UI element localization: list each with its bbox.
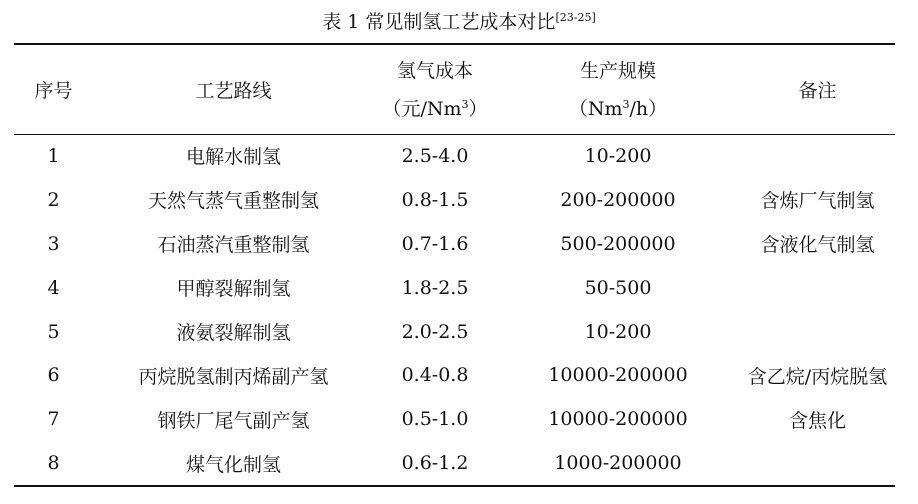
cell-note: 含液化气制氢 [760, 234, 875, 257]
caption-text: 表 1 常见制氢工艺成本对比 [322, 11, 556, 33]
cell-no: 2 [47, 188, 60, 211]
cell-scale: 10000-200000 [548, 408, 688, 431]
cell-scale: 200-200000 [560, 188, 676, 211]
table-row [14, 178, 895, 222]
header-cost-title: 氢气成本 [396, 59, 473, 82]
cell-cost: 0.7-1.6 [401, 232, 469, 255]
cell-no: 8 [47, 452, 60, 475]
cell-cost: 0.5-1.0 [401, 408, 469, 431]
header-scale-unit-post: /h） [629, 97, 668, 120]
cell-process: 石油蒸汽重整制氢 [157, 234, 310, 257]
cell-process: 液氨裂解制氢 [176, 322, 291, 344]
cell-no: 1 [47, 144, 60, 167]
cell-note [740, 266, 895, 310]
cell-cost: 2.5-4.0 [401, 144, 469, 167]
cell-no: 6 [47, 364, 60, 387]
cell-scale: 1000-200000 [554, 452, 682, 475]
cell-scale: 500-200000 [560, 232, 676, 255]
header-scale-unit-pre: （Nm [568, 97, 623, 120]
table-header [14, 45, 895, 134]
cell-note: 含乙烷/丙烷脱氢 [747, 365, 888, 388]
cell-process: 煤气化制氢 [185, 453, 281, 476]
header-cost-unit-pre: （元/Nm [382, 97, 462, 120]
cell-note [740, 310, 895, 354]
cell-scale: 10000-200000 [548, 364, 688, 387]
cell-process: 天然气蒸气重整制氢 [147, 190, 319, 213]
header-note: 备注 [798, 80, 837, 102]
table-row [14, 310, 895, 354]
cell-process: 钢铁厂尾气副产氢 [157, 409, 310, 432]
header-cost-unit [374, 90, 496, 128]
table-row [14, 134, 895, 178]
cell-scale: 10-200 [584, 144, 652, 167]
cell-cost: 0.4-0.8 [401, 364, 469, 387]
cell-scale: 50-500 [584, 276, 652, 299]
cell-process: 电解水制氢 [185, 146, 281, 169]
header-cost-unit-post: ） [468, 97, 488, 120]
cell-note [740, 441, 895, 485]
cell-process: 丙烷脱氢制丙烯副产氢 [138, 365, 329, 388]
cell-no: 5 [47, 320, 60, 343]
header-scale-unit [496, 90, 740, 128]
table-caption [0, 10, 918, 34]
cell-cost: 1.8-2.5 [401, 276, 469, 299]
header-scale-unit-sup: 3 [622, 97, 630, 111]
header-no: 序号 [34, 80, 73, 102]
hydrogen-cost-table [14, 45, 895, 485]
caption-reference: [23-25] [555, 11, 596, 24]
cell-note: 含炼厂气制氢 [760, 190, 875, 213]
table-row [14, 441, 895, 485]
header-cost [374, 45, 496, 134]
header-process: 工艺路线 [195, 80, 272, 102]
cell-no: 7 [47, 408, 60, 431]
table-row [14, 222, 895, 266]
cell-process: 甲醇裂解制氢 [176, 278, 291, 301]
cell-note [740, 134, 895, 178]
cell-note: 含焦化 [788, 409, 846, 432]
table-row [14, 266, 895, 310]
table-row [14, 353, 895, 397]
header-cost-unit-sup: 3 [461, 97, 469, 111]
cell-cost: 0.6-1.2 [401, 452, 469, 475]
header-row [14, 45, 895, 134]
cell-no: 4 [47, 276, 60, 299]
header-scale-title: 生产规模 [579, 59, 656, 82]
header-scale [496, 45, 740, 134]
cell-no: 3 [47, 232, 60, 255]
table-row [14, 397, 895, 441]
cell-cost: 2.0-2.5 [401, 320, 469, 343]
table-bottom-rule [14, 485, 895, 487]
cell-cost: 0.8-1.5 [401, 188, 469, 211]
table-body [14, 134, 895, 485]
cell-scale: 10-200 [584, 320, 652, 343]
